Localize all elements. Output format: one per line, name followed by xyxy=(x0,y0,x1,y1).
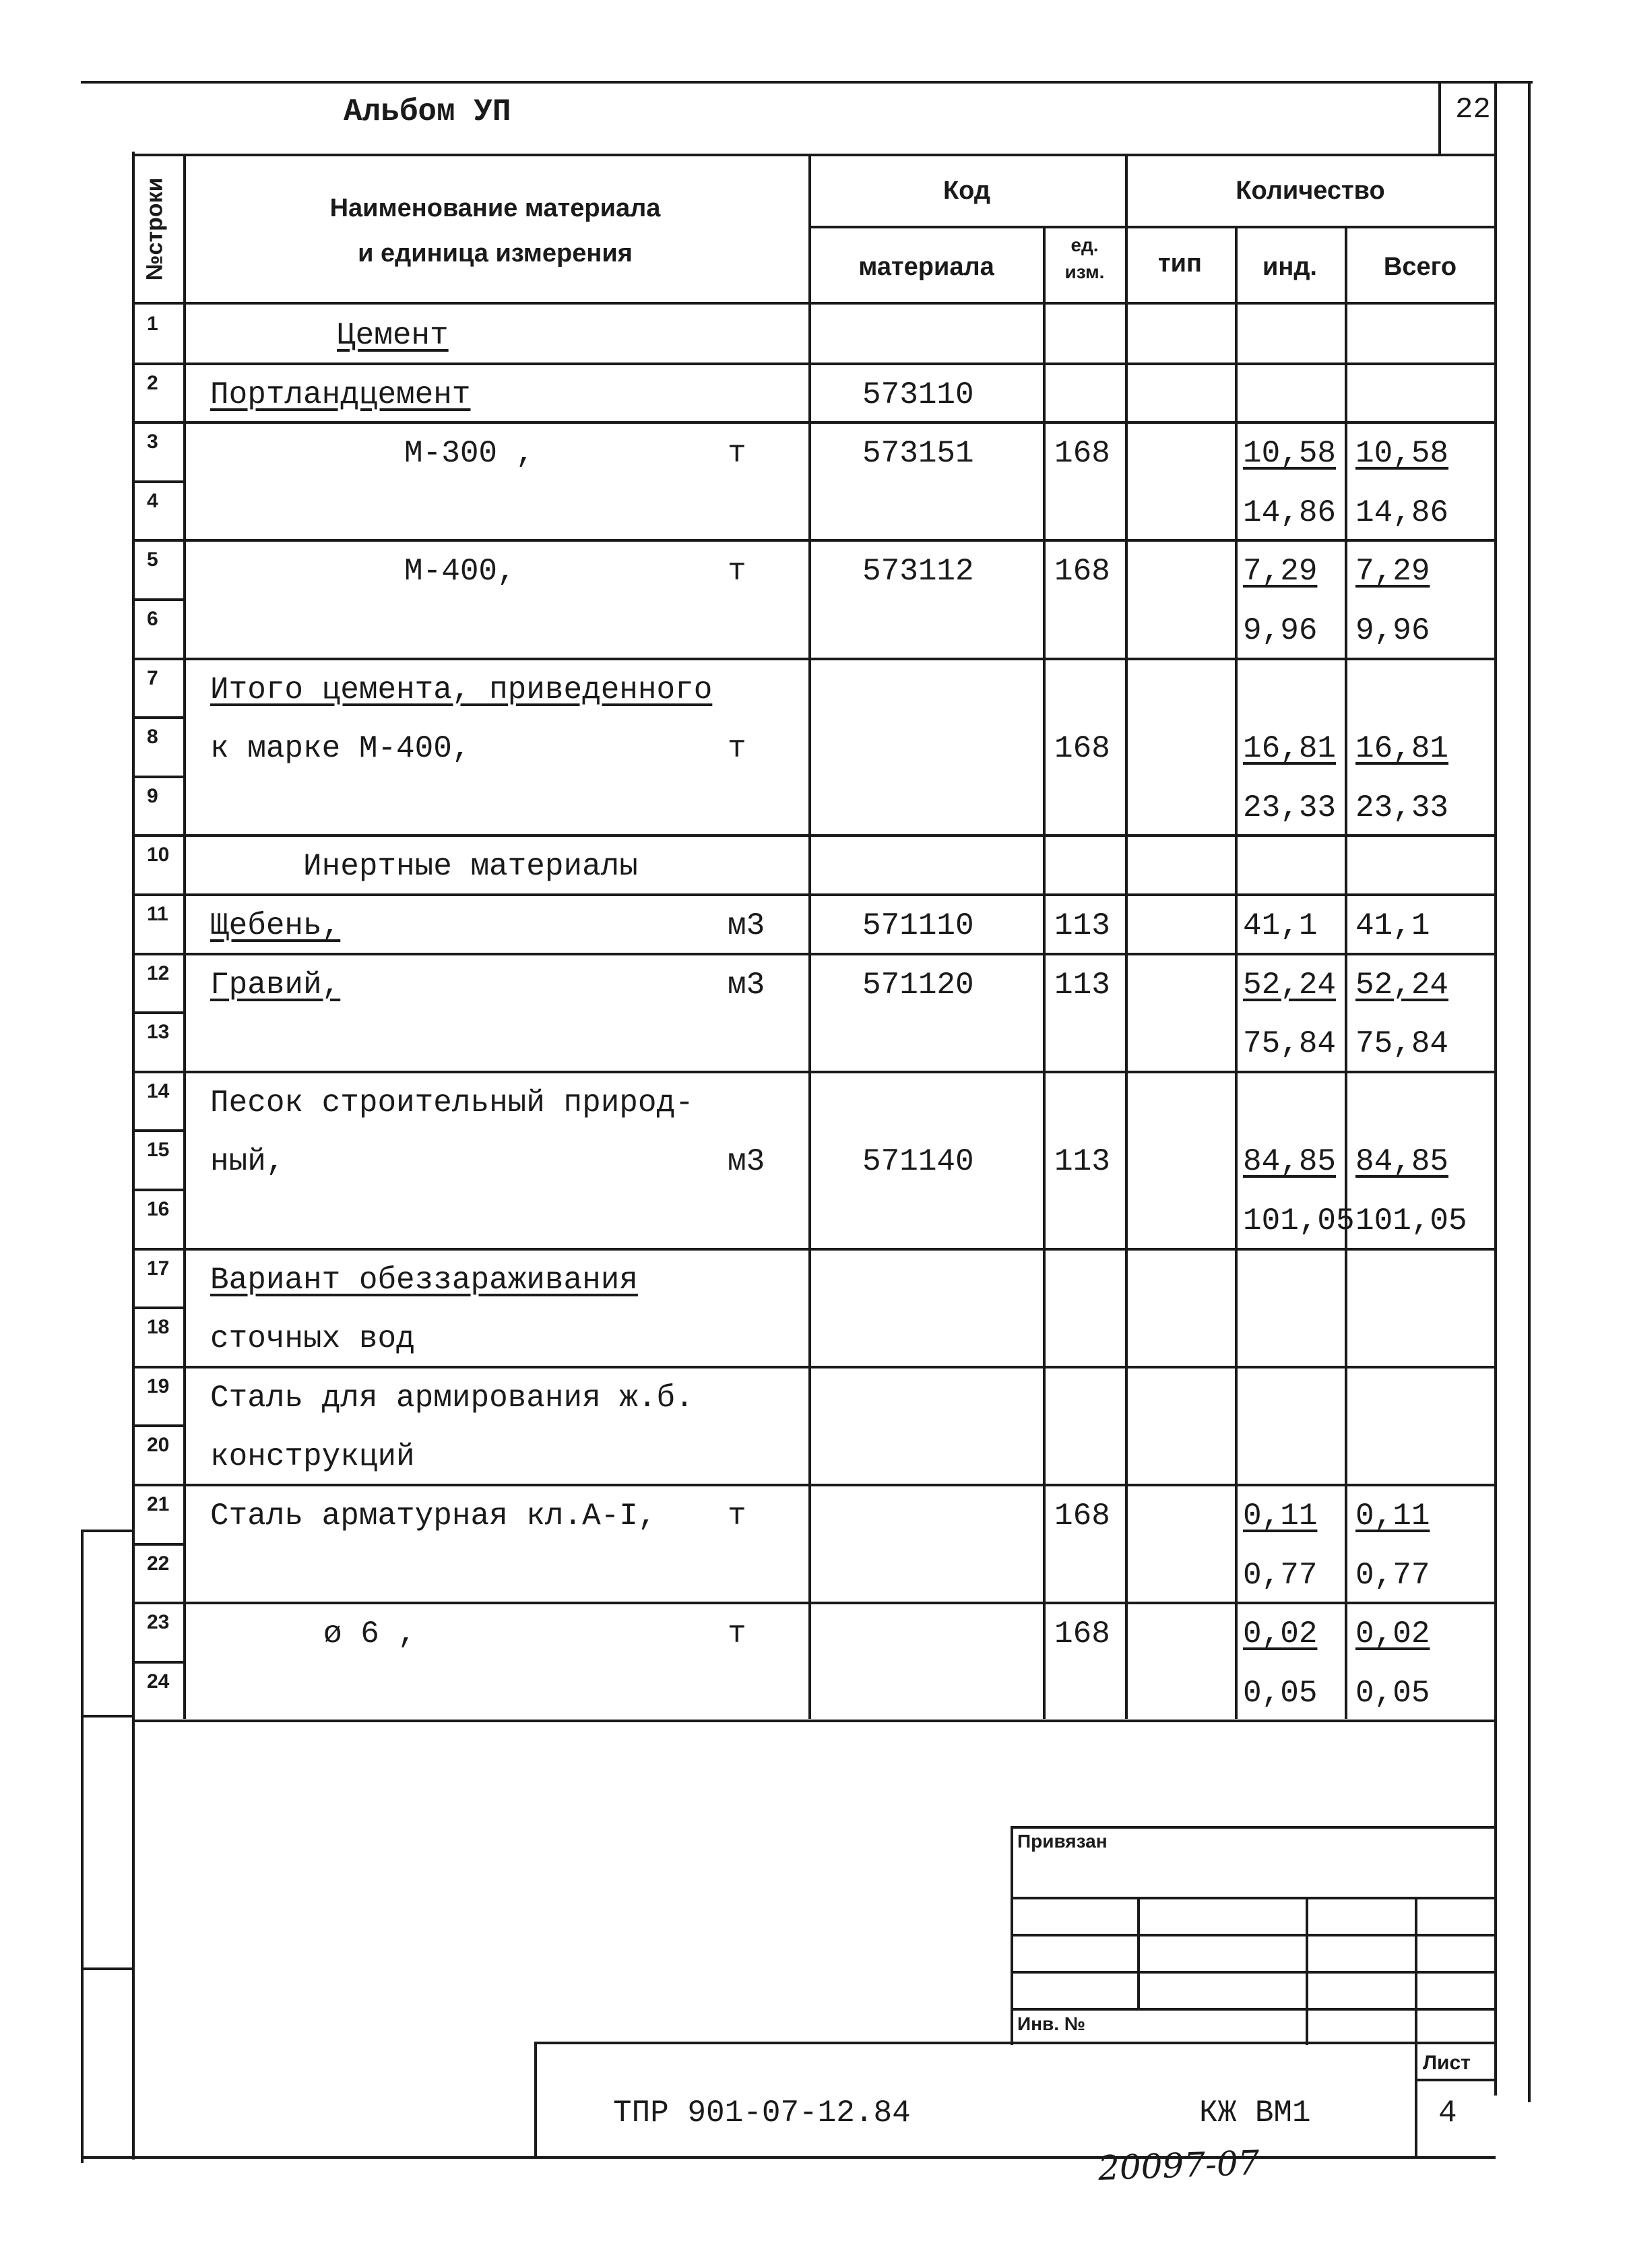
material-name: Инертные материалы xyxy=(303,849,638,885)
row-number: 4 xyxy=(147,489,158,512)
handwritten-number: 20097-07 xyxy=(1097,2143,1260,2188)
row-number: 10 xyxy=(147,844,170,867)
row-number: 14 xyxy=(147,1079,170,1102)
list-label-line xyxy=(1415,2079,1496,2081)
frame-right-line xyxy=(1494,81,1497,2096)
material-name: сточных вод xyxy=(210,1321,415,1357)
row-separator xyxy=(132,1248,1496,1251)
quantity-ind: 0,77 xyxy=(1243,1557,1318,1593)
quantity-total: 23,33 xyxy=(1355,790,1449,825)
row-number: 21 xyxy=(147,1493,170,1515)
unit-of-measure: м3 xyxy=(728,967,765,1003)
inv-no-label: Инв. № xyxy=(1017,2013,1086,2034)
quantity-total: 0,05 xyxy=(1355,1675,1430,1711)
stamp-top-line xyxy=(1011,1826,1496,1829)
frame-left-line xyxy=(132,152,135,2160)
row-separator xyxy=(132,1484,1496,1486)
frame-right-outer-line xyxy=(1528,81,1531,2102)
material-name: М-300 , xyxy=(404,436,535,472)
unit-of-measure: т xyxy=(728,731,746,767)
stamp-line-1 xyxy=(1011,1897,1496,1899)
quantity-ind: 0,05 xyxy=(1243,1675,1318,1711)
row-separator xyxy=(132,421,1496,424)
row-number-header: №строки xyxy=(141,177,168,281)
row-number: 20 xyxy=(147,1434,170,1457)
row-separator xyxy=(132,953,1496,955)
ind-header: инд. xyxy=(1262,253,1317,281)
material-name: Портландцемент xyxy=(210,377,471,412)
row-separator xyxy=(132,1189,185,1191)
stamp-col-1 xyxy=(1137,1897,1140,2008)
binding-mark-1 xyxy=(81,1530,135,1532)
row-separator xyxy=(132,1366,1496,1368)
quantity-ind: 9,96 xyxy=(1243,613,1318,648)
project-designation: ТПР 901-07-12.84 xyxy=(613,2096,911,2131)
row-number: 12 xyxy=(147,962,170,984)
list-number: 4 xyxy=(1438,2096,1457,2131)
row-number: 2 xyxy=(147,371,158,394)
unit-of-measure: м3 xyxy=(728,908,765,943)
unit-header-line2: изм. xyxy=(1064,261,1105,282)
row-separator xyxy=(132,1129,185,1132)
row-separator xyxy=(132,658,1496,660)
material-name: ный, xyxy=(210,1144,285,1180)
list-label: Лист xyxy=(1423,2052,1471,2074)
quantity-total: 16,81 xyxy=(1355,731,1449,767)
row-separator xyxy=(132,1661,185,1664)
quantity-ind: 10,58 xyxy=(1243,436,1337,472)
material-name: Вариант обеззараживания xyxy=(210,1262,638,1298)
row-separator xyxy=(132,539,1496,542)
quantity-ind: 101,05 xyxy=(1243,1203,1355,1238)
row-number: 17 xyxy=(147,1257,170,1280)
row-separator xyxy=(132,1011,185,1014)
row-number: 18 xyxy=(147,1316,170,1339)
row-separator xyxy=(132,1306,185,1309)
material-name: конструкций xyxy=(210,1439,415,1475)
title-block-top-line xyxy=(534,2042,1496,2044)
table-top-line xyxy=(132,154,1496,156)
row-number: 15 xyxy=(147,1139,170,1162)
row-number: 22 xyxy=(147,1552,170,1575)
row-number: 1 xyxy=(147,313,158,335)
row-separator xyxy=(132,834,1496,837)
title-block-left-line xyxy=(534,2042,537,2157)
quantity-ind: 41,1 xyxy=(1243,908,1318,943)
col-sep-ind xyxy=(1345,226,1347,1719)
quantity-ind: 75,84 xyxy=(1243,1026,1337,1062)
material-code: 573112 xyxy=(862,554,974,590)
unit-code: 168 xyxy=(1054,1499,1110,1534)
unit-of-measure: т xyxy=(728,1616,746,1652)
quantity-ind: 23,33 xyxy=(1243,790,1337,825)
quantity-total: 0,02 xyxy=(1355,1616,1430,1652)
quantity-total: 10,58 xyxy=(1355,436,1449,472)
stamp-col-2 xyxy=(1306,1897,1308,2045)
unit-code: 168 xyxy=(1054,554,1110,590)
name-header-line1: Наименование материала xyxy=(329,194,661,222)
row-separator xyxy=(132,363,1496,365)
unit-of-measure: т xyxy=(728,1499,746,1534)
stamp-line-3 xyxy=(1011,1971,1496,1974)
material-code: 573110 xyxy=(862,377,974,412)
unit-of-measure: т xyxy=(728,436,746,472)
sheet-number-top: 22 xyxy=(1455,93,1491,127)
stamp-line-4 xyxy=(1011,2008,1496,2011)
quantity-total: 0,77 xyxy=(1355,1557,1430,1593)
material-code: 571140 xyxy=(862,1144,974,1180)
row-number: 19 xyxy=(147,1375,170,1397)
row-separator xyxy=(132,1424,185,1427)
stamp-line-2 xyxy=(1011,1934,1496,1936)
material-name: Гравий, xyxy=(210,967,341,1003)
quantity-ind: 16,81 xyxy=(1243,731,1337,767)
material-name: Сталь для армирования ж.б. xyxy=(210,1380,694,1416)
unit-code: 168 xyxy=(1054,731,1110,767)
binding-mark-2 xyxy=(81,1715,135,1718)
code-header: Код xyxy=(942,177,991,205)
row-number: 3 xyxy=(147,431,158,453)
name-header-line2: и единица измерения xyxy=(358,239,633,267)
material-name: Щебень, xyxy=(210,908,341,943)
top-border-line xyxy=(81,81,1533,84)
row-number: 11 xyxy=(147,903,168,925)
material-name: Итого цемента, приведенного xyxy=(210,672,713,707)
row-number: 7 xyxy=(147,666,158,689)
row-separator xyxy=(132,1720,1496,1722)
frame-left-outer-line xyxy=(81,1530,84,2163)
row-separator xyxy=(132,480,185,483)
sheet-number-divider xyxy=(1438,81,1441,155)
binding-mark-3 xyxy=(81,1967,135,1970)
privyazan-label: Привязан xyxy=(1017,1831,1108,1852)
quantity-ind: 52,24 xyxy=(1243,967,1337,1003)
col-sep-type xyxy=(1235,226,1238,1719)
row-separator xyxy=(132,776,185,778)
material-name: М-400, xyxy=(404,554,516,590)
row-separator xyxy=(132,1071,1496,1073)
material-name: Цемент xyxy=(337,318,449,353)
material-code: 571120 xyxy=(862,967,974,1003)
quantity-ind: 14,86 xyxy=(1243,495,1337,530)
header-bottom-line xyxy=(132,302,1496,305)
unit-code: 113 xyxy=(1054,908,1110,943)
quantity-total: 9,96 xyxy=(1355,613,1430,648)
unit-code: 113 xyxy=(1054,967,1110,1003)
row-number: 23 xyxy=(147,1611,170,1634)
row-separator xyxy=(132,893,1496,896)
row-number: 9 xyxy=(147,784,158,807)
row-number: 8 xyxy=(147,726,158,749)
quantity-total: 7,29 xyxy=(1355,554,1430,590)
type-header: тип xyxy=(1158,249,1202,278)
row-separator xyxy=(132,1543,185,1546)
stamp-col-3 xyxy=(1415,1897,1417,2156)
unit-of-measure: м3 xyxy=(728,1144,765,1180)
quantity-total: 84,85 xyxy=(1355,1144,1449,1180)
row-separator xyxy=(132,716,185,719)
header-mid-line xyxy=(808,226,1496,228)
material-name: Песок строительный природ- xyxy=(210,1085,694,1121)
album-title: Альбом УП xyxy=(344,94,511,129)
quantity-total: 0,11 xyxy=(1355,1499,1430,1534)
material-name: ø 6 , xyxy=(323,1616,417,1652)
unit-code: 113 xyxy=(1054,1144,1110,1180)
row-number: 24 xyxy=(147,1670,170,1693)
row-separator xyxy=(132,598,185,601)
row-number: 16 xyxy=(147,1198,170,1220)
quantity-ind: 0,02 xyxy=(1243,1616,1318,1652)
quantity-total: 14,86 xyxy=(1355,495,1449,530)
quantity-total: 52,24 xyxy=(1355,967,1449,1003)
drawing-code: КЖ ВМ1 xyxy=(1199,2096,1311,2131)
quantity-header: Количество xyxy=(1236,177,1385,205)
unit-of-measure: т xyxy=(728,554,746,590)
total-header: Всего xyxy=(1383,253,1457,281)
material-name: к марке М-400, xyxy=(210,731,471,767)
row-number: 6 xyxy=(147,608,158,630)
unit-code: 168 xyxy=(1054,436,1110,472)
col-sep-code xyxy=(1043,226,1046,1719)
quantity-ind: 84,85 xyxy=(1243,1144,1337,1180)
row-number: 5 xyxy=(147,548,158,571)
frame-bottom-line xyxy=(81,2156,1496,2159)
quantity-total: 75,84 xyxy=(1355,1026,1449,1062)
quantity-total: 101,05 xyxy=(1355,1203,1467,1238)
code-material-header: материала xyxy=(858,253,994,281)
material-name: Сталь арматурная кл.А-I, xyxy=(210,1499,657,1534)
quantity-total: 41,1 xyxy=(1355,908,1430,943)
row-separator xyxy=(132,1602,1496,1604)
quantity-ind: 0,11 xyxy=(1243,1499,1318,1534)
unit-code: 168 xyxy=(1054,1616,1110,1652)
unit-header-line1: ед. xyxy=(1070,234,1099,255)
row-number: 13 xyxy=(147,1021,170,1044)
quantity-ind: 7,29 xyxy=(1243,554,1318,590)
material-code: 571110 xyxy=(862,908,974,943)
material-code: 573151 xyxy=(862,436,974,472)
